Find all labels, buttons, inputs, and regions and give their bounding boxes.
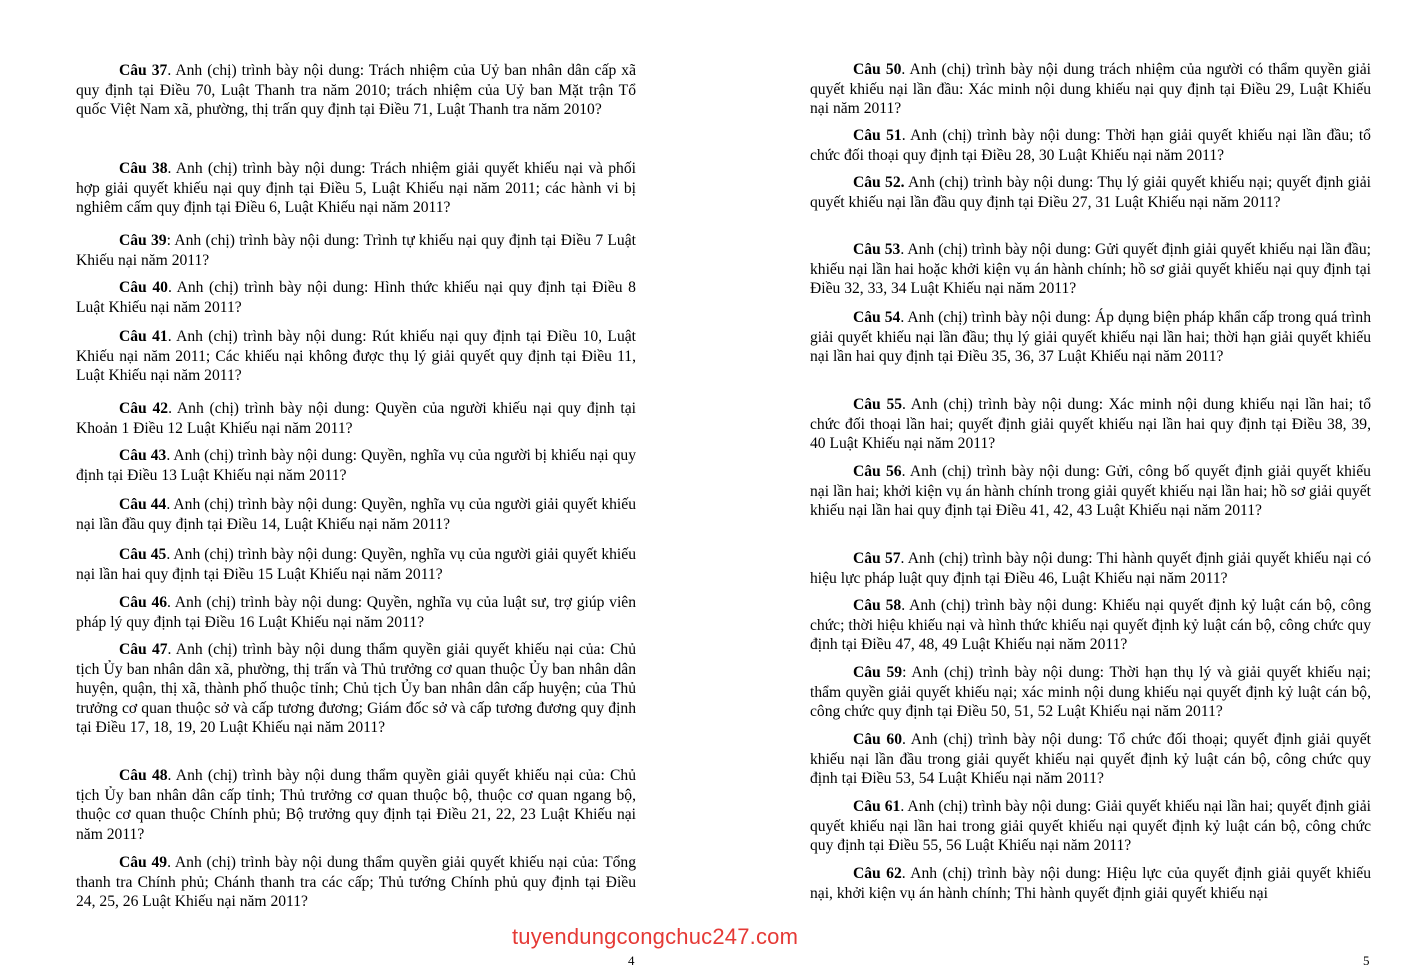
question-text: . Anh (chị) trình bày nội dung: Trách nhiệm của Uỷ ban nhân dân cấp xã quy định tại Điều 70, Luật Thanh tra năm 2010; trách nhiệm của Uỷ ban Mặt trận Tổ quốc Việt Nam xã, phường, thị trấn quy định tại Điều 71, Luật Thanh tra năm 2010? — [76, 62, 636, 119]
question-text: . Anh (chị) trình bày nội dung: Hình thức khiếu nại quy định tại Điều 8 Luật Khiếu nại năm 2011? — [76, 279, 636, 316]
question-62 — [810, 864, 1371, 903]
question-47 — [76, 640, 636, 738]
question-label: Câu 53 — [853, 241, 901, 258]
question-52 — [810, 173, 1371, 212]
question-text: . Anh (chị) trình bày nội dung: Thi hành quyết định giải quyết khiếu nại có hiệu lực pháp luật quy định tại Điều 46, Luật Khiếu nại năm 2011? — [810, 550, 1371, 587]
question-label: Câu 47 — [119, 641, 168, 658]
page-number-right: 5 — [1363, 953, 1370, 968]
question-text: . Anh (chị) trình bày nội dung: Tổ chức đối thoại; quyết định giải quyết khiếu nại lần đầu trong giải quyết khiếu nại quyết định kỷ luật cán bộ, công chức quy định tại Điều 53, 54 Luật Khiếu nại năm 2011? — [810, 731, 1371, 788]
question-label: Câu 38 — [119, 160, 168, 177]
question-label: Câu 52. — [853, 174, 905, 191]
question-43 — [76, 446, 636, 485]
question-text: . Anh (chị) trình bày nội dung thẩm quyền giải quyết khiếu nại của: Tổng thanh tra Chính phủ; Chánh thanh tra các cấp; Thủ tướng Chính phủ quy định tại Điều 24, 25, 26 Luật Khiếu nại năm 2011? — [76, 854, 636, 911]
question-61 — [810, 797, 1371, 856]
question-40 — [76, 278, 636, 317]
question-58 — [810, 596, 1371, 655]
question-label: Câu 57 — [853, 550, 901, 567]
question-41 — [76, 327, 636, 386]
question-37 — [76, 61, 636, 120]
question-label: Câu 56 — [853, 463, 902, 480]
question-44 — [76, 495, 636, 534]
question-text: . Anh (chị) trình bày nội dung: Quyền, nghĩa vụ của người giải quyết khiếu nại lần hai quy định tại Điều 15 Luật Khiếu nại năm 2011? — [76, 546, 636, 583]
question-label: Câu 62 — [853, 865, 902, 882]
question-57 — [810, 549, 1371, 588]
question-label: Câu 41 — [119, 328, 168, 345]
question-48 — [76, 766, 636, 844]
question-text: : Anh (chị) trình bày nội dung: Trình tự khiếu nại quy định tại Điều 7 Luật Khiếu nại năm 2011? — [76, 232, 636, 269]
question-39 — [76, 231, 636, 270]
website-watermark: tuyendungcongchuc247.com — [512, 924, 799, 949]
question-text: . Anh (chị) trình bày nội dung: Gửi, công bố quyết định giải quyết khiếu nại lần hai; khởi kiện vụ án hành chính trong giải quyết khiếu nại lần hai; hồ sơ giải quyết khiếu nại lần hai quy định tại Điều 41, 42, 43 Luật Khiếu nại năm 2011? — [810, 463, 1371, 520]
question-label: Câu 49 — [119, 854, 168, 871]
question-label: Câu 51 — [853, 127, 902, 144]
question-label: Câu 46 — [119, 594, 168, 611]
question-label: Câu 54 — [853, 309, 901, 326]
question-text: . Anh (chị) trình bày nội dung: Quyền, nghĩa vụ của người giải quyết khiếu nại lần đầu quy định tại Điều 14, Luật Khiếu nại năm 2011? — [76, 496, 636, 533]
question-38 — [76, 159, 636, 218]
question-text: . Anh (chị) trình bày nội dung: Quyền của người khiếu nại quy định tại Khoản 1 Điều 12 Luật Khiếu nại năm 2011? — [76, 400, 636, 437]
question-text: . Anh (chị) trình bày nội dung trách nhiệm của người có thẩm quyền giải quyết khiếu nại lần đầu: Xác minh nội dung khiếu nại quy định tại Điều 29, Luật Khiếu nại năm 2011? — [810, 61, 1371, 118]
question-42 — [76, 399, 636, 438]
question-55 — [810, 395, 1371, 454]
question-label: Câu 42 — [119, 400, 169, 417]
question-label: Câu 58 — [853, 597, 902, 614]
question-text: . Anh (chị) trình bày nội dung: Giải quyết khiếu nại lần hai; quyết định giải quyết khiếu nại lần hai trong giải quyết khiếu nại quyết định kỷ luật cán bộ, công chức quy định tại Điều 55, 56 Luật Khiếu nại năm 2011? — [810, 798, 1371, 855]
question-60 — [810, 730, 1371, 789]
question-text: . Anh (chị) trình bày nội dung thẩm quyền giải quyết khiếu nại của: Chủ tịch Ủy ban nhân dân xã, phường, thị trấn và Thủ trưởng cơ quan thuộc Ủy ban nhân dân huyện, quận, thị xã, thành phố thuộc tỉnh; Chủ tịch Ủy ban nhân dân cấp huyện; của Thủ trưởng cơ quan thuộc sở và cấp tương đương; Giám đốc sở và cấp tương đương quy định tại Điều 17, 18, 19, 20 Luật Khiếu nại năm 2011? — [76, 641, 636, 737]
question-label: Câu 43 — [119, 447, 167, 464]
question-label: Câu 45 — [119, 546, 167, 563]
question-45 — [76, 545, 636, 584]
question-text: . Anh (chị) trình bày nội dung: Trách nhiệm giải quyết khiếu nại và phối hợp giải quyết khiếu nại quy định tại Điều 5, Luật Khiếu nại năm 2011; các hành vi bị nghiêm cấm quy định tại Điều 6, Luật Khiếu nại năm 2011? — [76, 160, 636, 217]
question-text: . Anh (chị) trình bày nội dung: Quyền, nghĩa vụ của luật sư, trợ giúp viên pháp lý quy định tại Điều 16 Luật Khiếu nại năm 2011? — [76, 594, 636, 631]
question-46 — [76, 593, 636, 632]
question-text: . Anh (chị) trình bày nội dung: Khiếu nại quyết định kỷ luật cán bộ, công chức; thời hiệu khiếu nại và hình thức khiếu nại quyết định kỷ luật cán bộ, công chức quy định tại Điều 47, 48, 49 Luật Khiếu nại năm 2011? — [810, 597, 1371, 654]
question-56 — [810, 462, 1371, 521]
question-label: Câu 48 — [119, 767, 168, 784]
question-text: Anh (chị) trình bày nội dung: Thụ lý giải quyết khiếu nại; quyết định giải quyết khiếu nại lần đầu quy định tại Điều 27, 31 Luật Khiếu nại năm 2011? — [810, 174, 1371, 211]
question-51 — [810, 126, 1371, 165]
question-label: Câu 55 — [853, 396, 903, 413]
question-label: Câu 50 — [853, 61, 902, 78]
question-59 — [810, 663, 1371, 722]
question-text: . Anh (chị) trình bày nội dung: Xác minh nội dung khiếu nại lần hai; tổ chức đối thoại lần hai; quyết định giải quyết khiếu nại lần hai quy định tại Điều 38, 39, 40 Luật Khiếu nại năm 2011? — [810, 396, 1371, 453]
question-text: . Anh (chị) trình bày nội dung: Quyền, nghĩa vụ của người bị khiếu nại quy định tại Điều 13 Luật Khiếu nại năm 2011? — [76, 447, 636, 484]
question-label: Câu 59 — [853, 664, 903, 681]
question-label: Câu 37 — [119, 62, 168, 79]
question-54 — [810, 308, 1371, 367]
question-text: . Anh (chị) trình bày nội dung: Rút khiếu nại quy định tại Điều 10, Luật Khiếu nại năm 2011; Các khiếu nại không được thụ lý giải quyết quy định tại Điều 11, Luật Khiếu nại năm 2011? — [76, 328, 636, 385]
question-label: Câu 61 — [853, 798, 901, 815]
question-50 — [810, 60, 1371, 119]
question-text: . Anh (chị) trình bày nội dung: Gửi quyết định giải quyết khiếu nại lần đầu; khiếu nại lần hai hoặc khởi kiện vụ án hành chính; hồ sơ giải quyết khiếu nại quy định tại Điều 32, 33, 34 Luật Khiếu nại năm 2011? — [810, 241, 1371, 298]
question-49 — [76, 853, 636, 912]
question-label: Câu 39 — [119, 232, 167, 249]
question-text: . Anh (chị) trình bày nội dung: Hiệu lực của quyết định giải quyết khiếu nại, khởi kiện vụ án hành chính; Thi hành quyết định giải quyết khiếu nại — [810, 865, 1371, 902]
question-text: . Anh (chị) trình bày nội dung: Áp dụng biện pháp khẩn cấp trong quá trình giải quyết khiếu nại lần đầu; thụ lý giải quyết khiếu nại lần hai; thời hạn giải quyết khiếu nại lần hai quy định tại Điều 35, 36, 37 Luật Khiếu nại năm 2011? — [810, 309, 1371, 366]
question-text: . Anh (chị) trình bày nội dung: Thời hạn giải quyết khiếu nại lần đầu; tổ chức đối thoại quy định tại Điều 28, 30 Luật Khiếu nại năm 2011? — [810, 127, 1371, 164]
page-number-left: 4 — [628, 953, 635, 968]
question-label: Câu 40 — [119, 279, 168, 296]
question-label: Câu 60 — [853, 731, 902, 748]
question-text: . Anh (chị) trình bày nội dung thẩm quyền giải quyết khiếu nại của: Chủ tịch Ủy ban nhân dân cấp tỉnh; Thủ trưởng cơ quan thuộc bộ, thuộc cơ quan ngang bộ, thuộc cơ quan thuộc Chính phủ; Bộ trưởng quy định tại Điều 21, 22, 23 Luật Khiếu nại năm 2011? — [76, 767, 636, 843]
question-53 — [810, 240, 1371, 299]
question-label: Câu 44 — [119, 496, 167, 513]
question-text: : Anh (chị) trình bày nội dung: Thời hạn thụ lý và giải quyết khiếu nại; thẩm quyền giải quyết khiếu nại; xác minh nội dung khiếu nại quyết định kỷ luật cán bộ, công chức quy định tại Điều 50, 51, 52 Luật Khiếu nại năm 2011? — [810, 664, 1371, 721]
